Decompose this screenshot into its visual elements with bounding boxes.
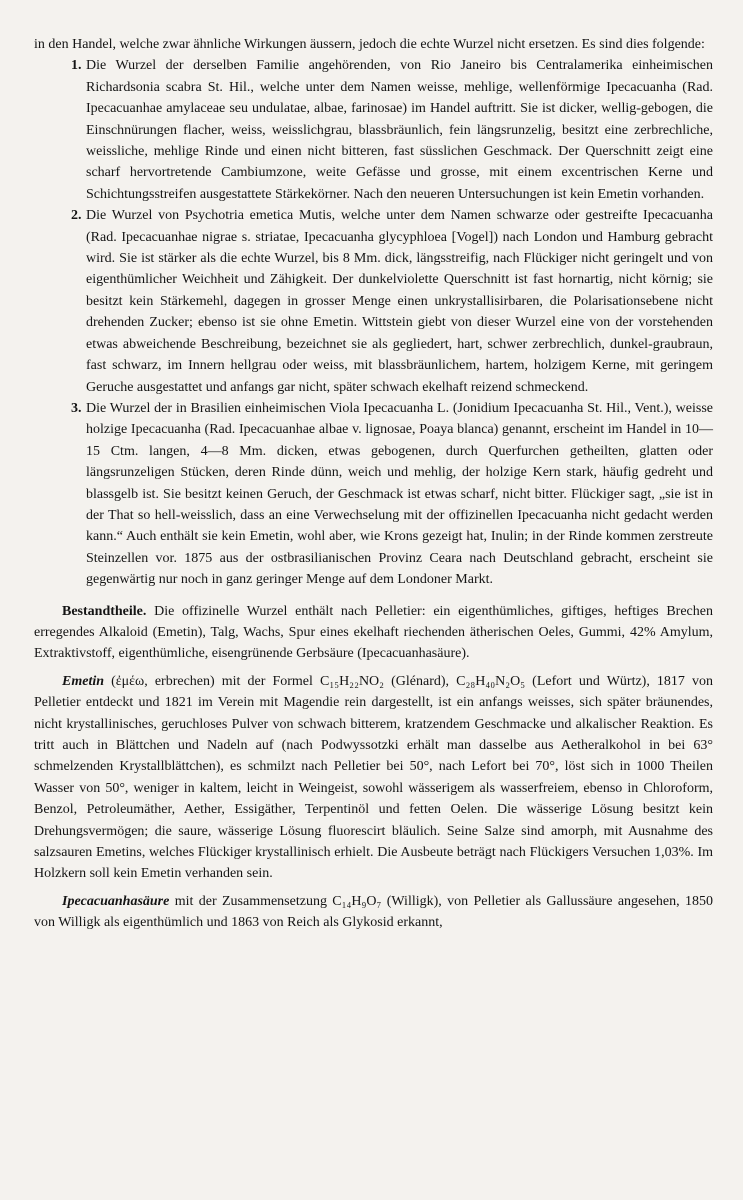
- section-heading: Ipecacuanhasäure: [62, 893, 170, 909]
- item-number: 1.: [71, 58, 82, 74]
- intro-paragraph: in den Handel, welche zwar ähnliche Wirkungen äussern, jedoch die echte Wurzel nicht ersetzen. Es sind dies folgende:: [34, 37, 705, 52]
- section-text: Die offizinelle Wurzel enthält nach Pelletier: ein eigenthümliches, giftiges, heftiges Brechen erregendes Alkaloid (Emetin), Talg, Wachs, Spur eines ekelhaft riechenden ätherischen Oeles, Gummi, 42% Amylum, Extraktivstoff, eigenthümliche, eisengrünende Gerbsäure (Ipecacuanhasäure).: [34, 603, 713, 662]
- section-text: (ἐμέω, erbrechen) mit der Formel C₁₅H₂₂NO₂ (Glénard), C₂₈H₄₀N₂O₅ (Lefort und Würtz), 1817 von Pelletier entdeckt und 1821 im Verein mit Magendie rein dargestellt, ist ein anfangs weisses, sich später bräunendes, nicht krystallinisches, geruchloses Pulver von schwach bitterem, kratzendem Geschmacke und alkalischer Reaktion. Es tritt auch in Blättchen und Nadeln auf (nach Podwyssotzki erhält man dasselbe aus Aetheralkohol in bei 63° schmelzenden Krystallblättchen), es schmilzt nach Pelletier bei 50°, nach Lefort bei 70°, löst sich in 1000 Theilen Wasser von 50°, weniger in kaltem, leicht in Weingeist, sowohl wässerigem als wasserfreiem, ebenso in Chloroform, Benzol, Petroleumäther, Aether, Essigäther, Terpentinöl und fetten Oelen. Die wässerige Lösung besitzt kein Drehungsvermögen; die saure, wässerige Lösung fluorescirt bläulich. Seine Salze sind amorph, mit Ausnahme des salzsauren Emetins, welches Flückiger krystallinisch erhielt. Die Ausbeute beträgt nach Flückigers Versuchen 1,03%. Im Holzkern soll kein Emetin verhanden sein.: [34, 673, 714, 882]
- section-text: mit der Zusammensetzung C₁₄H₉O₇ (Willigk), von Pelletier als Gallussäure angesehen, 1850 von Willigk als eigenthümlich und 1863 von Reich als Glykosid erkannt,: [34, 893, 713, 931]
- item-text: Die Wurzel der in Brasilien einheimischen Viola Ipecacuanha L. (Jonidium Ipecacuanha St. Hil., Vent.), weisse holzige Ipecacuanha (Rad. Ipecacuanhae albae v. lignosae, Poaya blanca) genannt, erscheint im Handel in 10—15 Ctm. langen, 4—8 Mm. dicken, etwas gebogenen, durch Querfurchen getheilten, glatten oder längsrunzeligen Stücken, deren Rinde dünn, weich und mehlig, der holzige Kern stark, häufig gedreht und blassgelb ist. Sie besitzt keinen Geruch, der Geschmack ist etwas scharf, nicht bitter. Flückiger sagt, „sie ist in der That so hell-weisslich, dass an eine Verwechselung mit der offizinellen Ipecacuanha nicht gedacht werden kann.“ Auch enthält sie kein Emetin, wohl aber, wie Krons gezeigt hat, Inulin; in der Rinde kommen zerstreute Steinzellen vor. 1875 aus der ostbrasilianischen Provinz Ceara nach Deutschland gebracht, erscheint sie gegenwärtig nur noch in ganz geringer Menge auf dem Londoner Markt.: [86, 400, 713, 588]
- item-number: 3.: [71, 400, 82, 416]
- item-number: 2.: [71, 208, 82, 224]
- item-text: Die Wurzel der derselben Familie angehörenden, von Rio Janeiro bis Centralamerika einheimischen Richardsonia scabra St. Hil., welche unter dem Namen weisse, mehlige, wellenförmige Ipecacuanha (Rad. Ipecacuanhae amylaceae seu undulatae, albae, farinosae) im Handel auftritt. Sie ist dicker, wellig-gebogen, die Einschnürungen flacher, weiss, weisslichgrau, blassbräunlich, fein längsrunzelig, besitzt eine zerbrechliche, weissliche, mehlige Rinde und einen nicht bitteren, fast süsslichen Geschmack. Der Querschnitt zeigt eine scharf hervortretende Cambiumzone, weite Gefässe und grosse, mit einem excentrischen Kerne und Schichtungsstreifen ausgestattete Stärkekörner. Nach den neueren Untersuchungen ist kein Emetin vorhanden.: [86, 58, 713, 202]
- item-text: Die Wurzel von Psychotria emetica Mutis, welche unter dem Namen schwarze oder gestreifte Ipecacuanha (Rad. Ipecacuanhae nigrae s. striatae, Ipecacuanha glycyphloea [Vogel]) nach London und Hamburg gebracht wird. Sie ist stärker als die echte Wurzel, bis 8 Mm. dick, längsstreifig, nach Flückiger nicht geringelt und von eigenthümlicher Weichheit und Zähigkeit. Der dunkelviolette Querschnitt ist fast hornartig, nicht körnig; sie besitzt kein Stärkemehl, dagegen in grosser Menge einen unkrystallisirbaren, die Polarisationsebene nicht drehenden Zucker; ebenso ist sie ohne Emetin. Wittstein giebt von dieser Wurzel eine von der vorstehenden etwas abweichende Beschreibung, bezeichnet sie als gegliedert, hart, schwer zerbrechlich, dunkel-graubraun, fast schwarz, im Innern hellgrau oder weiss, mit blassbräunlichem, hartem, holzigem Kerne, mit geringem Geruche ausgestattet und anfangs gar nicht, später schwach ekelhaft reizend schmeckend.: [86, 208, 713, 395]
- emetin-paragraph: [34, 671, 713, 885]
- saeure-paragraph: [34, 891, 713, 934]
- variety-list: [34, 55, 713, 590]
- variety-item-2: [34, 205, 713, 398]
- section-heading: Bestandtheile.: [62, 603, 147, 619]
- variety-item-3: [34, 398, 713, 591]
- section-heading: Emetin: [62, 673, 105, 689]
- bestandtheile-paragraph: [34, 601, 713, 665]
- variety-item-1: [34, 55, 713, 205]
